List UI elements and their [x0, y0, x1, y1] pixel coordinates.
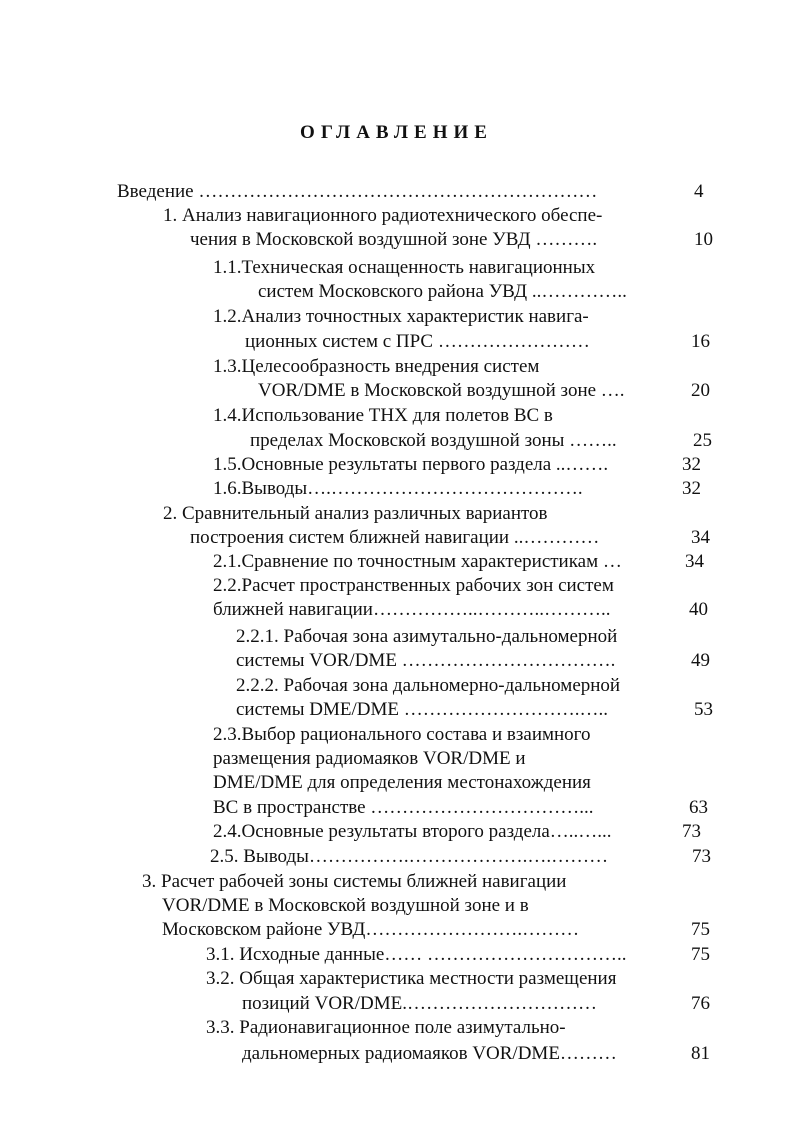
toc-page-number: 20 — [691, 380, 710, 401]
toc-entry-text: ционных систем с ПРС …………………… — [245, 331, 590, 352]
toc-page-number: 32 — [682, 478, 701, 499]
toc-line — [0, 943, 793, 967]
toc-line — [0, 1016, 793, 1040]
toc-page-number: 49 — [691, 650, 710, 671]
toc-entry-text: 2.2.1. Рабочая зона азимутально-дальномерной — [236, 626, 618, 647]
toc-entry-text: ВС в пространстве ……………………………... — [213, 797, 594, 818]
toc-entry-text: 1.2.Анализ точностных характеристик навига- — [213, 306, 589, 327]
toc-line — [0, 453, 793, 477]
toc-page-number: 76 — [691, 993, 710, 1014]
toc-entry-text: 2.1.Сравнение по точностным характеристикам … — [213, 551, 622, 572]
toc-entry-text: DME/DME для определения местонахождения — [213, 772, 591, 793]
toc-entry-text: ближней навигации……………..………..……….. — [213, 599, 611, 620]
toc-entry-text: 2. Сравнительный анализ различных вариантов — [163, 503, 548, 524]
toc-entry-text: VOR/DME в Московской воздушной зоне …. — [258, 380, 625, 401]
toc-page-number: 73 — [682, 821, 701, 842]
toc-entry-text: систем Московского района УВД ..………….. — [258, 281, 627, 302]
toc-entry-text: 3.2. Общая характеристика местности размещения — [206, 968, 617, 989]
toc-entry-text: Московском районе УВД…………………….……… — [162, 919, 580, 940]
toc-line — [0, 845, 793, 869]
toc-entry-text: позиций VOR/DME.………………………… — [242, 993, 597, 1014]
toc-line — [0, 698, 793, 722]
toc-line — [0, 674, 793, 698]
toc-line — [0, 1042, 793, 1066]
toc-page-number: 81 — [691, 1043, 710, 1064]
toc-entry-text: 3.3. Радионавигационное поле азимутально- — [206, 1017, 566, 1038]
toc-page-number: 75 — [691, 944, 710, 965]
toc-page-number: 73 — [692, 846, 711, 867]
toc-entry-text: 2.4.Основные результаты второго раздела…..…... — [213, 821, 612, 842]
toc-line — [0, 355, 793, 379]
toc-line — [0, 992, 793, 1016]
toc-page-number: 32 — [682, 454, 701, 475]
toc-page-number: 4 — [694, 181, 704, 202]
toc-line — [0, 330, 793, 354]
toc-page-number: 75 — [691, 919, 710, 940]
toc-entry-text: 2.5. Выводы…………….……………….….……… — [210, 846, 609, 867]
toc-entry-text: дальномерных радиомаяков VOR/DME……… — [242, 1043, 617, 1064]
toc-entry-text: Введение ……………………………………………………… — [117, 181, 598, 202]
toc-line — [0, 820, 793, 844]
toc-line — [0, 870, 793, 894]
toc-line — [0, 625, 793, 649]
toc-entry-text: VOR/DME в Московской воздушной зоне и в — [162, 895, 529, 916]
toc-entry-text: 1.1.Техническая оснащенность навигационных — [213, 257, 596, 278]
toc-entry-text: 3.1. Исходные данные…… ………………………….. — [206, 944, 627, 965]
toc-entry-text: 1.3.Целесообразность внедрения систем — [213, 356, 540, 377]
toc-page-number: 10 — [694, 229, 713, 250]
toc-line — [0, 574, 793, 598]
toc-line — [0, 305, 793, 329]
toc-line — [0, 967, 793, 991]
toc-entry-text: пределах Московской воздушной зоны …….. — [250, 430, 617, 451]
toc-line — [0, 894, 793, 918]
toc-line — [0, 204, 793, 228]
toc-page-number: 34 — [691, 527, 710, 548]
toc-line — [0, 796, 793, 820]
toc-entry-text: построения систем ближней навигации ..………… — [190, 527, 600, 548]
toc-entry-text: чения в Московской воздушной зоне УВД ………. — [190, 229, 598, 250]
toc-line — [0, 477, 793, 501]
toc-line — [0, 747, 793, 771]
toc-line — [0, 598, 793, 622]
toc-line — [0, 771, 793, 795]
toc-line — [0, 256, 793, 280]
toc-entry-text: 2.2.2. Рабочая зона дальномерно-дальномерной — [236, 675, 621, 696]
toc-line — [0, 379, 793, 403]
toc-page-number: 40 — [689, 599, 708, 620]
table-of-contents — [0, 180, 793, 1080]
toc-entry-text: размещения радиомаяков VOR/DME и — [213, 748, 526, 769]
toc-entry-text: 3. Расчет рабочей зоны системы ближней навигации — [142, 871, 567, 892]
toc-line — [0, 550, 793, 574]
toc-line — [0, 526, 793, 550]
toc-line — [0, 723, 793, 747]
toc-entry-text: 1. Анализ навигационного радиотехнического обеспе- — [163, 205, 603, 226]
toc-entry-text: 1.4.Использование ТНХ для полетов ВС в — [213, 405, 553, 426]
toc-line — [0, 649, 793, 673]
toc-page-number: 34 — [685, 551, 704, 572]
toc-entry-text: 1.6.Выводы….…………………………………. — [213, 478, 583, 499]
toc-page-number: 16 — [691, 331, 710, 352]
toc-line — [0, 429, 793, 453]
page-title: ОГЛАВЛЕНИЕ — [300, 122, 493, 143]
toc-line — [0, 280, 793, 304]
toc-line — [0, 918, 793, 942]
toc-line — [0, 180, 793, 204]
toc-line — [0, 404, 793, 428]
toc-page-number: 53 — [694, 699, 713, 720]
toc-entry-text: системы DME/DME ……………………….….. — [236, 699, 609, 720]
toc-entry-text: 2.3.Выбор рационального состава и взаимного — [213, 724, 591, 745]
toc-line — [0, 502, 793, 526]
toc-page-number: 63 — [689, 797, 708, 818]
toc-entry-text: 1.5.Основные результаты первого раздела ..……. — [213, 454, 609, 475]
toc-page-number: 25 — [693, 430, 712, 451]
toc-entry-text: системы VOR/DME ……………………………. — [236, 650, 616, 671]
toc-entry-text: 2.2.Расчет пространственных рабочих зон систем — [213, 575, 614, 596]
toc-line — [0, 228, 793, 252]
